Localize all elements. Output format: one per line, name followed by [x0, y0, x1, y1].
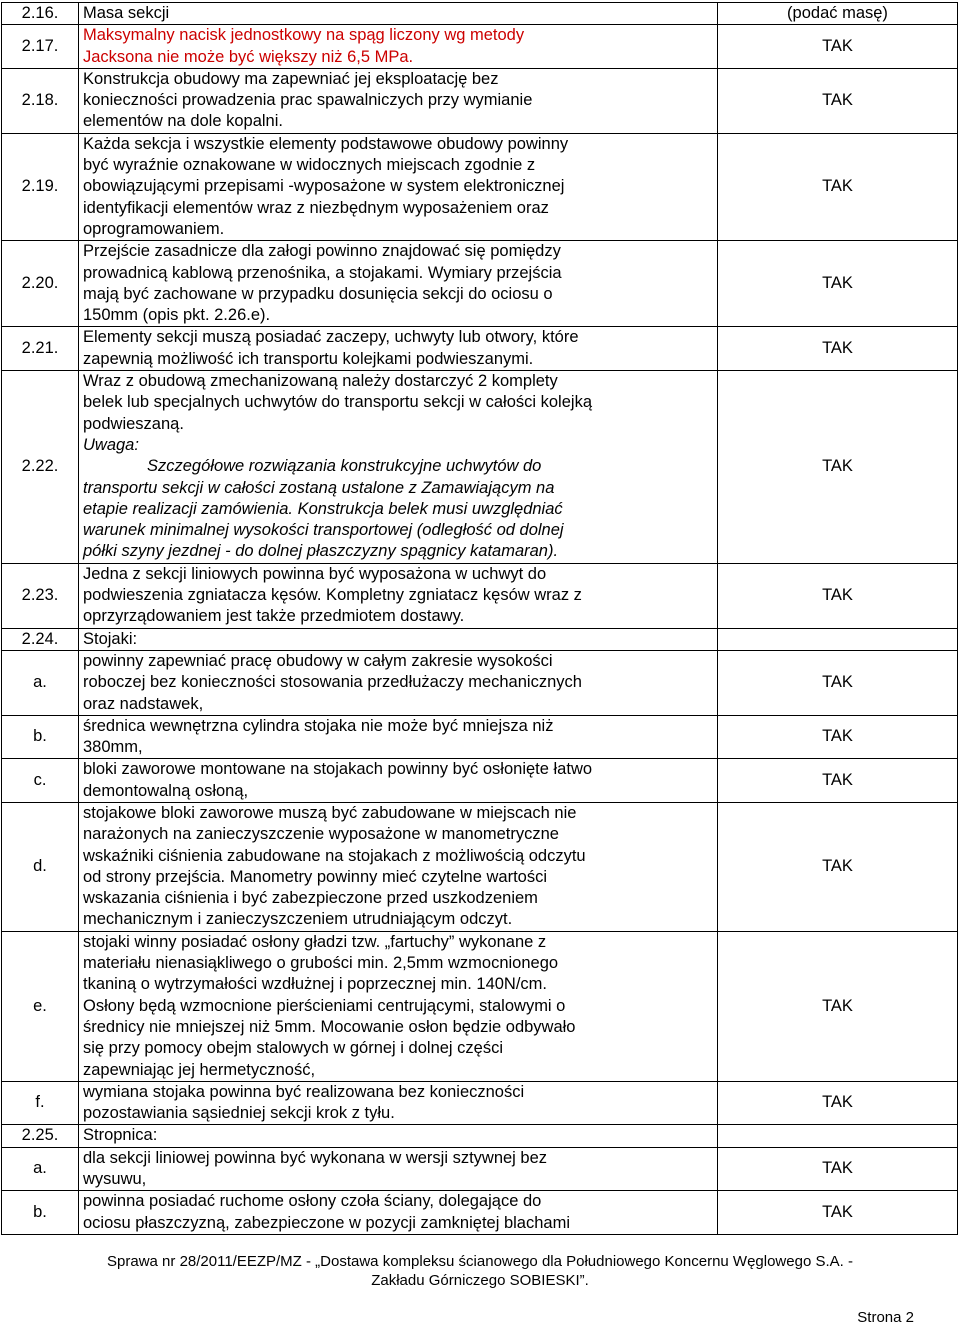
text-line: się przy pomocy obejm stalowych w górnej i dolnej części [83, 1039, 504, 1058]
requirement-text [79, 371, 718, 564]
table-row [2, 1191, 958, 1235]
requirement-text [79, 133, 718, 240]
compliance-value: TAK [718, 1147, 958, 1191]
text-line: narażonych na zanieczyszczenie wyposażone w manometryczne [83, 825, 559, 844]
text-line: Konstrukcja obudowy ma zapewniać jej eksploatację bez [83, 69, 499, 88]
text-line: 380mm, [83, 738, 143, 757]
compliance-value: TAK [718, 371, 958, 564]
text-line: Stropnica: [83, 1126, 158, 1145]
text-line: identyfikacji elementów wraz z niezbędnym wyposażeniem oraz [83, 198, 549, 217]
note-line: półki szyny jezdnej - do dolnej płaszczyzny spągnicy katamaran). [83, 542, 559, 561]
item-number: 2.23. [2, 563, 79, 628]
text-line: mają być zachowane w przypadku dosunięcia sekcji do ociosu o [83, 284, 553, 303]
requirement-text [79, 802, 718, 931]
compliance-value: TAK [718, 1081, 958, 1125]
text-line: średnica wewnętrzna cylindra stojaka nie może być mniejsza niż [83, 716, 554, 735]
compliance-value: TAK [718, 133, 958, 240]
table-row [2, 628, 958, 650]
compliance-value: TAK [718, 931, 958, 1081]
text-line: belek lub specjalnych uchwytów do transportu sekcji w całości kolejką [83, 393, 592, 412]
item-number: 2.17. [2, 25, 79, 69]
compliance-value: TAK [718, 650, 958, 715]
compliance-value: TAK [718, 327, 958, 371]
note-line: etapie realizacji zamówienia. Konstrukcja belek musi uwzględniać [83, 499, 563, 518]
text-line: Każda sekcja i wszystkie elementy podstawowe obudowy powinny [83, 134, 569, 153]
text-line: wskazania ciśnienia i być zabezpieczone przed uszkodzeniem [83, 889, 538, 908]
table-row [2, 327, 958, 371]
compliance-value: TAK [718, 759, 958, 803]
table-row [2, 715, 958, 759]
item-number: 2.18. [2, 68, 79, 133]
requirement-text [79, 68, 718, 133]
table-row [2, 25, 958, 69]
item-number: b. [2, 1191, 79, 1235]
text-line: zapewnią możliwość ich transportu kolejkami podwieszanymi. [83, 349, 534, 368]
item-number: c. [2, 759, 79, 803]
requirement-text [79, 25, 718, 69]
text-line: podwieszaną. [83, 414, 184, 433]
table-row [2, 68, 958, 133]
text-line: powinny zapewniać pracę obudowy w całym zakresie wysokości [83, 651, 553, 670]
item-number: a. [2, 1147, 79, 1191]
text-line: Wraz z obudową zmechanizowaną należy dostarczyć 2 komplety [83, 372, 558, 391]
table-row [2, 1081, 958, 1125]
text-line: Masa sekcji [83, 4, 170, 22]
specification-table [1, 2, 958, 1235]
table-row [2, 802, 958, 931]
text-line: powinna posiadać ruchome osłony czoła ściany, dolegające do [83, 1192, 542, 1211]
requirement-text [79, 759, 718, 803]
compliance-value [718, 1125, 958, 1147]
requirement-text [79, 563, 718, 628]
compliance-value: TAK [718, 68, 958, 133]
text-line: elementów na dole kopalni. [83, 112, 283, 131]
table-row [2, 241, 958, 327]
compliance-value: (podać masę) [718, 3, 958, 25]
text-line: materiału nienasiąkliwego o grubości min. 2,5mm wzmocnionego [83, 954, 559, 973]
item-number: 2.21. [2, 327, 79, 371]
text-line: oprogramowaniem. [83, 219, 225, 238]
text-line: być wyraźnie oznakowane w widocznych miejscach zgodnie z [83, 156, 536, 175]
text-line: roboczej bez konieczności stosowania przedłużaczy mechanicznych [83, 673, 582, 692]
text-line: wskaźniki ciśnienia zabudowane na stojakach z możliwością odczytu [83, 846, 586, 865]
text-line: Maksymalny nacisk jednostkowy na spąg liczony wg metody [83, 26, 525, 45]
table-row [2, 759, 958, 803]
text-line: Przejście zasadnicze dla załogi powinno znajdować się pomiędzy [83, 242, 561, 261]
table-row [2, 3, 958, 25]
item-number: 2.16. [2, 3, 79, 25]
table-row [2, 1147, 958, 1191]
text-line: oraz nadstawek, [83, 694, 204, 713]
table-row [2, 133, 958, 240]
item-number: 2.24. [2, 628, 79, 650]
requirement-text [79, 1125, 718, 1147]
requirement-text [79, 3, 718, 25]
table-row [2, 650, 958, 715]
requirement-text [79, 628, 718, 650]
page-footer [0, 1252, 960, 1290]
text-line: pozostawiania sąsiedniej sekcji krok z tyłu. [83, 1104, 395, 1123]
text-line: ociosu płaszczyzną, zabezpieczone w pozycji zamkniętej blachami [83, 1213, 570, 1232]
requirement-text [79, 650, 718, 715]
text-line: stojakowe bloki zaworowe muszą być zabudowane w miejscach nie [83, 803, 577, 822]
requirement-text [79, 241, 718, 327]
text-line: wysuwu, [83, 1170, 147, 1189]
text-line: Osłony będą wzmocnione pierścieniami centrującymi, stalowymi o [83, 996, 566, 1015]
requirement-text [79, 715, 718, 759]
item-number: 2.22. [2, 371, 79, 564]
text-line: średnicy nie mniejszej niż 5mm. Mocowanie osłon będzie odbywało [83, 1017, 576, 1036]
item-number: e. [2, 931, 79, 1081]
text-line: konieczności prowadzenia prac spawalniczych przy wymianie [83, 91, 533, 110]
note-line: Szczegółowe rozwiązania konstrukcyjne uchwytów do [147, 457, 542, 476]
text-line: demontowalną osłoną, [83, 781, 249, 800]
table-row [2, 1125, 958, 1147]
table-row [2, 371, 958, 564]
compliance-value: TAK [718, 25, 958, 69]
text-line: dla sekcji liniowej powinna być wykonana w wersji sztywnej bez [83, 1148, 548, 1167]
requirement-text [79, 327, 718, 371]
text-line: Stojaki: [83, 629, 138, 648]
text-line: 150mm (opis pkt. 2.26.e). [83, 306, 271, 325]
item-number: 2.25. [2, 1125, 79, 1147]
text-line: Jacksona nie może być większy niż 6,5 MPa. [83, 47, 414, 66]
requirement-text [79, 931, 718, 1081]
note-line: warunek minimalnej wysokości transportowej (odległość od dolnej [83, 521, 564, 540]
compliance-value: TAK [718, 802, 958, 931]
text-line: zapewniając jej hermetyczność, [83, 1060, 316, 1079]
compliance-value: TAK [718, 241, 958, 327]
compliance-value: TAK [718, 715, 958, 759]
compliance-value: TAK [718, 563, 958, 628]
text-line: podwieszenia zgniatacza kęsów. Kompletny zgniatacz kęsów wraz z [83, 586, 582, 605]
note-line: transportu sekcji w całości zostaną ustalone z Zamawiającym na [83, 478, 555, 497]
compliance-value [718, 628, 958, 650]
note-line: Uwaga: [83, 435, 139, 454]
text-line: prowadnicą kablową przenośnika, a stojakami. Wymiary przejścia [83, 263, 562, 282]
text-line: wymiana stojaka powinna być realizowana bez konieczności [83, 1082, 525, 1101]
table-row [2, 563, 958, 628]
item-number: d. [2, 802, 79, 931]
requirement-text [79, 1191, 718, 1235]
text-line: oprzyrządowaniem jest także przedmiotem dostawy. [83, 607, 465, 626]
table-row [2, 931, 958, 1081]
text-line: tkaniną o wytrzymałości wzdłużnej i poprzecznej min. 140N/cm. [83, 975, 548, 994]
text-line: Elementy sekcji muszą posiadać zaczepy, uchwyty lub otwory, które [83, 328, 579, 347]
item-number: a. [2, 650, 79, 715]
item-number: 2.19. [2, 133, 79, 240]
text-line: Jedna z sekcji liniowych powinna być wyposażona w uchwyt do [83, 564, 547, 583]
requirement-text [79, 1147, 718, 1191]
footer-line-2: Zakładu Górniczego SOBIESKI”. [371, 1272, 589, 1289]
page-number: Strona 2 [857, 1309, 914, 1326]
item-number: f. [2, 1081, 79, 1125]
requirement-text [79, 1081, 718, 1125]
text-line: mechanicznym i zanieczyszczeniem utrudniającym odczyt. [83, 910, 513, 929]
text-line: bloki zaworowe montowane na stojakach powinny być osłonięte łatwo [83, 760, 593, 779]
item-number: b. [2, 715, 79, 759]
text-line: stojaki winny posiadać osłony gładzi tzw. „fartuchy” wykonane z [83, 932, 547, 951]
text-line: od strony przejścia. Manometry powinny mieć czytelne wartości [83, 867, 548, 886]
text-line: obowiązującymi przepisami -wyposażone w system elektronicznej [83, 177, 565, 196]
item-number: 2.20. [2, 241, 79, 327]
footer-line-1: Sprawa nr 28/2011/EEZP/MZ - „Dostawa kompleksu ścianowego dla Południowego Koncernu Węglowego S.A. - [107, 1253, 853, 1270]
compliance-value: TAK [718, 1191, 958, 1235]
